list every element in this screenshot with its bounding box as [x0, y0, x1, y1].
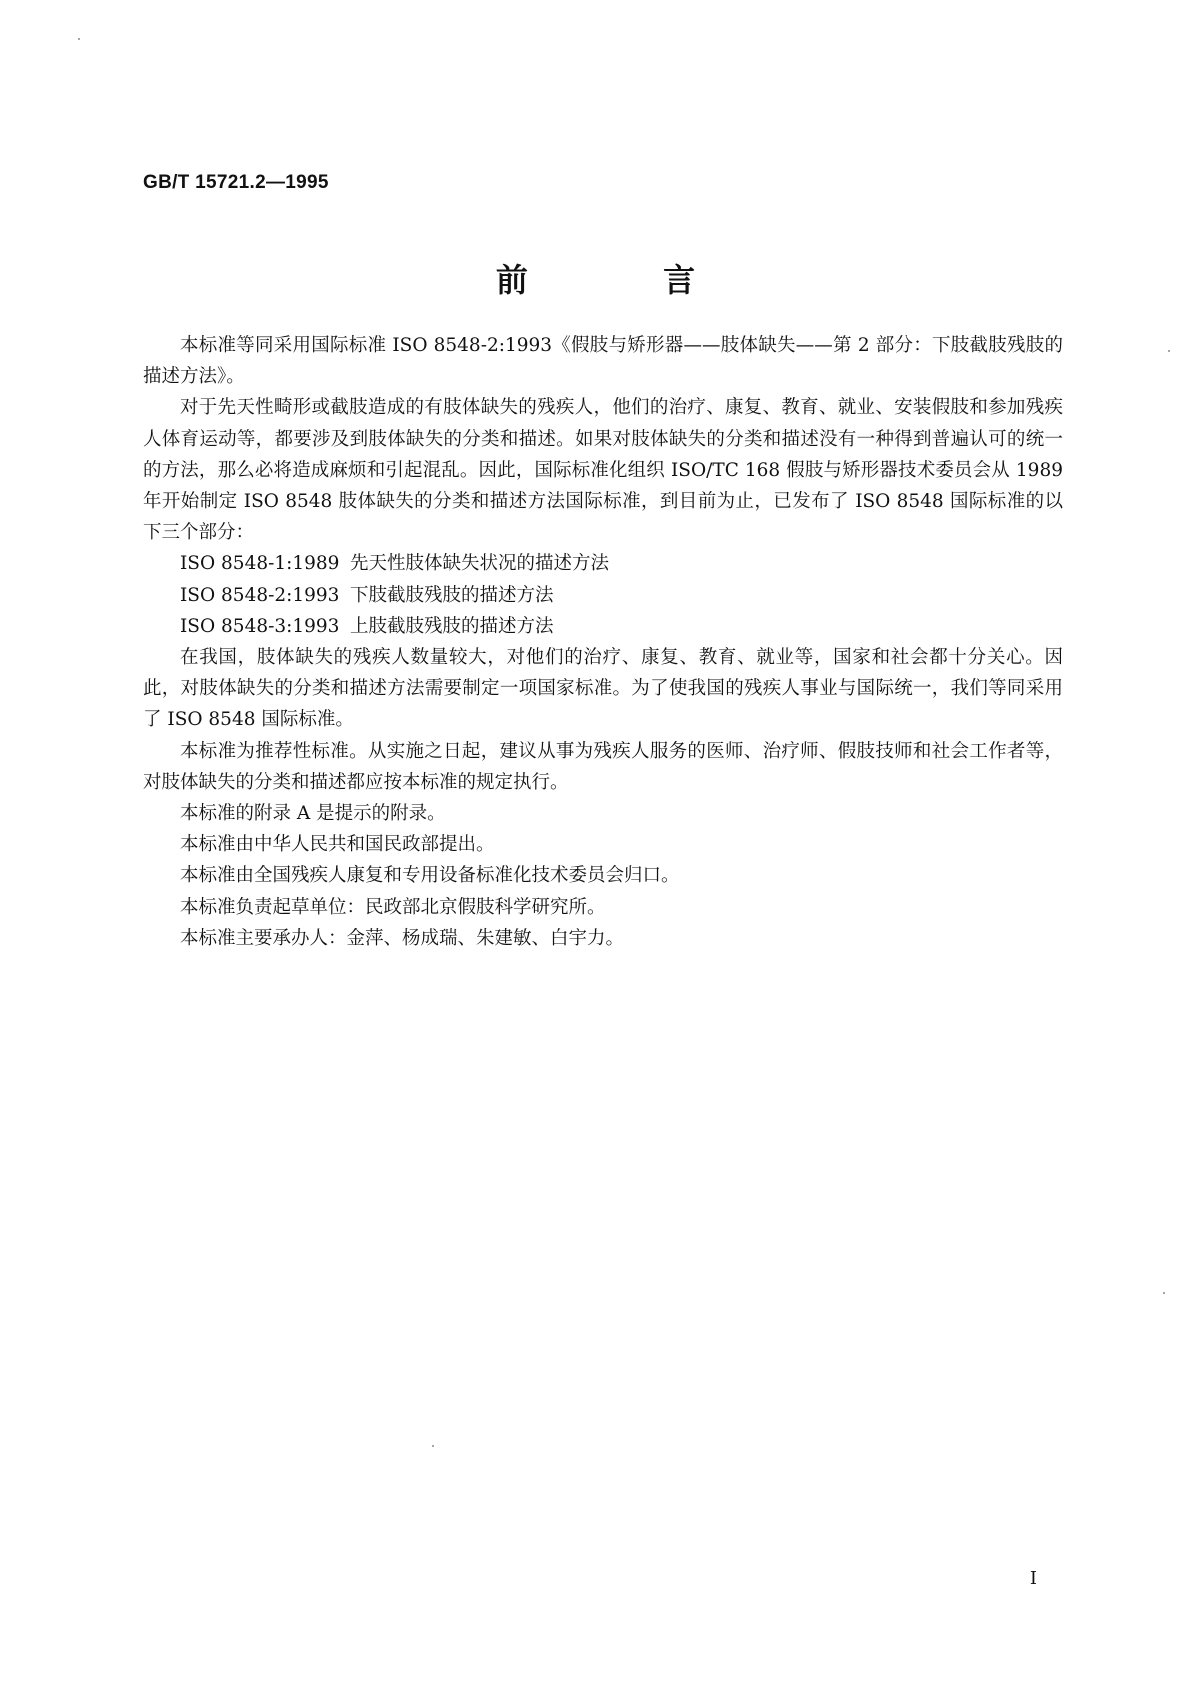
paragraph: 对于先天性畸形或截肢造成的有肢体缺失的残疾人，他们的治疗、康复、教育、就业、安装假肢和参加残疾人体育运动等，都要涉及到肢体缺失的分类和描述。如果对肢体缺失的分类和描述没有一种得到普遍认可的统一的方法，那么必将造成麻烦和引起混乱。因此，国际标准化组织 ISO/TC 168 假肢与矫形器技术委员会从 1989 年开始制定 ISO 8548 肢体缺失的分类和描述方法国际标准，到目前为止，已发布了 ISO 8548 国际标准的以下三个部分：	[143, 397, 1063, 544]
reference-code: ISO 8548-1:1989	[180, 553, 340, 575]
page-title: 前 言	[495, 261, 758, 299]
paragraph: 本标准的附录 A 是提示的附录。	[180, 803, 446, 825]
reference-text: 先天性肢体缺失状况的描述方法	[350, 553, 610, 575]
scan-speck	[1168, 350, 1170, 352]
scan-speck	[78, 38, 80, 40]
paragraph: 本标准等同采用国际标准 ISO 8548-2:1993《假肢与矫形器——肢体缺失——第 2 部分：下肢截肢残肢的描述方法》。	[143, 335, 1063, 388]
reference-item	[143, 580, 1063, 611]
paragraph: 本标准负责起草单位：民政部北京假肢科学研究所。	[180, 896, 606, 918]
reference-code: ISO 8548-3:1993	[180, 615, 340, 637]
paragraph: 在我国，肢体缺失的残疾人数量较大，对他们的治疗、康复、教育、就业等，国家和社会都十分关心。因此，对肢体缺失的分类和描述方法需要制定一项国家标准。为了使我国的残疾人事业与国际统一，我们等同采用了 ISO 8548 国际标准。	[143, 647, 1063, 731]
paragraph: 本标准由中华人民共和国民政部提出。	[180, 834, 495, 856]
reference-item	[143, 548, 1063, 579]
page-number: I	[1029, 1568, 1037, 1589]
paragraph: 本标准由全国残疾人康复和专用设备标准化技术委员会归口。	[180, 865, 680, 887]
reference-code: ISO 8548-2:1993	[180, 584, 340, 606]
reference-text: 上肢截肢残肢的描述方法	[350, 615, 554, 637]
foreword-body	[143, 330, 1063, 954]
paragraph: 本标准为推荐性标准。从实施之日起，建议从事为残疾人服务的医师、治疗师、假肢技师和社会工作者等，对肢体缺失的分类和描述都应按本标准的规定执行。	[143, 740, 1063, 793]
reference-item	[143, 611, 1063, 642]
reference-text: 下肢截肢残肢的描述方法	[350, 584, 554, 606]
scan-speck	[432, 1445, 434, 1447]
standard-code: GB/T 15721.2—1995	[143, 172, 329, 193]
scan-speck	[1163, 1292, 1165, 1294]
paragraph: 本标准主要承办人：金萍、杨成瑞、朱建敏、白宇力。	[180, 927, 625, 949]
